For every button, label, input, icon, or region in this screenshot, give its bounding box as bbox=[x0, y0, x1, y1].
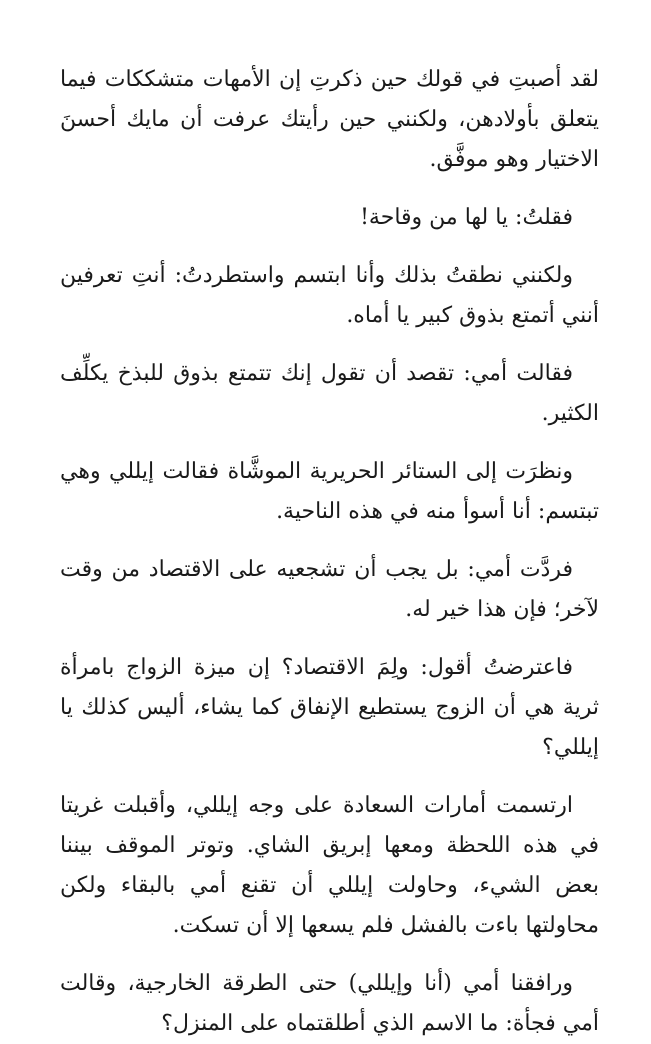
paragraph-5: ونظرَت إلى الستائر الحريرية الموشَّاة فقالت إيللي وهي تبتسم: أنا أسوأ منه في هذه الناحية. bbox=[60, 459, 599, 524]
paragraph-2: فقلتُ: يا لها من وقاحة! bbox=[360, 205, 573, 230]
paragraph-7: فاعترضتُ أقول: ولِمَ الاقتصاد؟ إن ميزة الزواج بامرأة ثرية هي أن الزوج يستطيع الإنفاق كما يشاء، أليس كذلك يا إيللي؟ bbox=[60, 655, 599, 760]
paragraph-9: ورافقنا أمي (أنا وإيللي) حتى الطرقة الخارجية، وقالت أمي فجأة: ما الاسم الذي أطلقتماه على المنزل؟ bbox=[60, 971, 599, 1036]
paragraph-3: ولكنني نطقتُ بذلك وأنا ابتسم واستطردتُ: أنتِ تعرفين أنني أتمتع بذوق كبير يا أماه. bbox=[60, 263, 599, 328]
paragraph-1: لقد أصبتِ في قولك حين ذكرتِ إن الأمهات متشككات فيما يتعلق بأولادهن، ولكنني حين رأيتك عرفت أن مايك أحسنَ الاختيار وهو موفَّق. bbox=[60, 67, 599, 172]
paragraph-8: ارتسمت أمارات السعادة على وجه إيللي، وأقبلت غريتا في هذه اللحظة ومعها إبريق الشاي. وتوتر الموقف بيننا بعض الشيء، وحاولت إيللي أن تقنع أمي بالبقاء ولكن محاولتها باءت بالفشل فلم يسعها إلا أن تسكت. bbox=[60, 793, 599, 938]
paragraph-6: فردَّت أمي: بل يجب أن تشجعيه على الاقتصاد من وقت لآخر؛ فإن هذا خير له. bbox=[60, 557, 599, 622]
paragraph-4: فقالت أمي: تقصد أن تقول إنك تتمتع بذوق للبذخ يكلِّف الكثير. bbox=[60, 361, 599, 426]
